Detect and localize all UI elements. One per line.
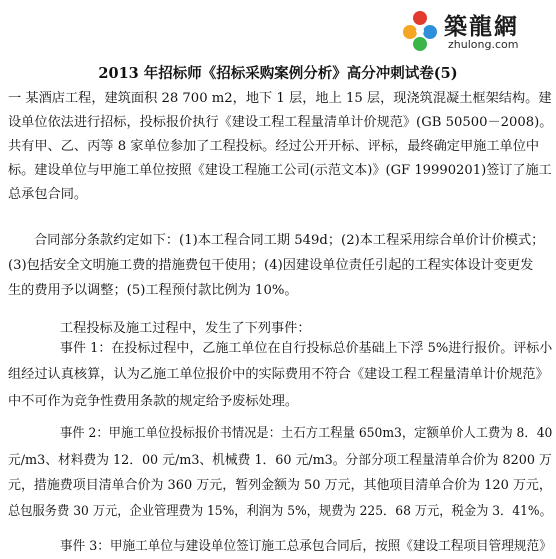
paragraph-line: 事件 1：在投标过程中，乙施工单位在自行投标总价基础上下浮 5%进行报价。评标小 (60, 341, 553, 356)
logo-url-text: zhulong.com (448, 38, 519, 51)
paragraph-line: 生的费用予以调整；(5)工程预付款比例为 10%。 (8, 283, 298, 298)
paragraph-line: 中不可作为竞争性费用条款的规定给予废标处理。 (8, 394, 299, 409)
paragraph-line: 工程投标及施工过程中，发生了下列事件： (60, 321, 311, 336)
paragraph-line: (3)包括安全文明施工费的措施费包干使用；(4)因建设单位责任引起的工程实体设计变更发 (8, 258, 534, 273)
paragraph-line: 元，措施费项目清单合价为 360 万元，暂列金额为 50 万元，其他项目清单合价为 120 万元， (8, 478, 552, 493)
paragraph-line: 总包服务费 30 万元，企业管理费为 15%，利润为 5%，规费为 225．68 万元，税金为 3．41%。 (8, 504, 552, 519)
paragraph-line: 组经过认真核算，认为乙施工单位报价中的实际费用不符合《建设工程工程量清单计价规范》 (8, 367, 549, 382)
paragraph-line: 元/m3、材料费为 12．00 元/m3、机械费 1．60 元/m3。分部分项工程量清单合价为 8200 万 (8, 453, 552, 468)
paragraph-line: 共有甲、乙、丙等 8 家单位参加了工程投标。经过公开开标、评标，最终确定甲施工单位中 (8, 139, 540, 154)
paragraph-line: 总承包合同。 (8, 187, 88, 202)
logo-chinese-text: 築龍網 (444, 14, 519, 40)
paragraph-line: 合同部分条款约定如下：(1)本工程合同工期 549d；(2)本工程采用综合单价计价模式； (34, 233, 545, 248)
paragraph-line: 标。建设单位与甲施工单位按照《建设工程施工公司(示范文本)》(GF 19990201)签订了施工 (8, 163, 552, 178)
zhulong-logo-icon (398, 8, 442, 52)
zhulong-watermark-logo (398, 6, 548, 58)
paragraph-line: 一 某酒店工程，建筑面积 28 700 m2，地下 1 层，地上 15 层，现浇筑混凝土框架结构。建 (8, 91, 552, 106)
paragraph-line: 事件 3：甲施工单位与建设单位签订施工总承包合同后，按照《建设工程项目管理规范》 (60, 539, 552, 554)
document-title: 2013 年招标师《招标采购案例分析》高分冲刺试卷(5) (98, 65, 458, 82)
paragraph-line: 设单位依法进行招标，投标报价执行《建设工程工程量清单计价规范》(GB 50500－2008)。 (8, 115, 553, 130)
paragraph-line: 事件 2：甲施工单位投标报价书情况是：土石方工程量 650m3，定额单价人工费为 8．40 (60, 426, 553, 441)
